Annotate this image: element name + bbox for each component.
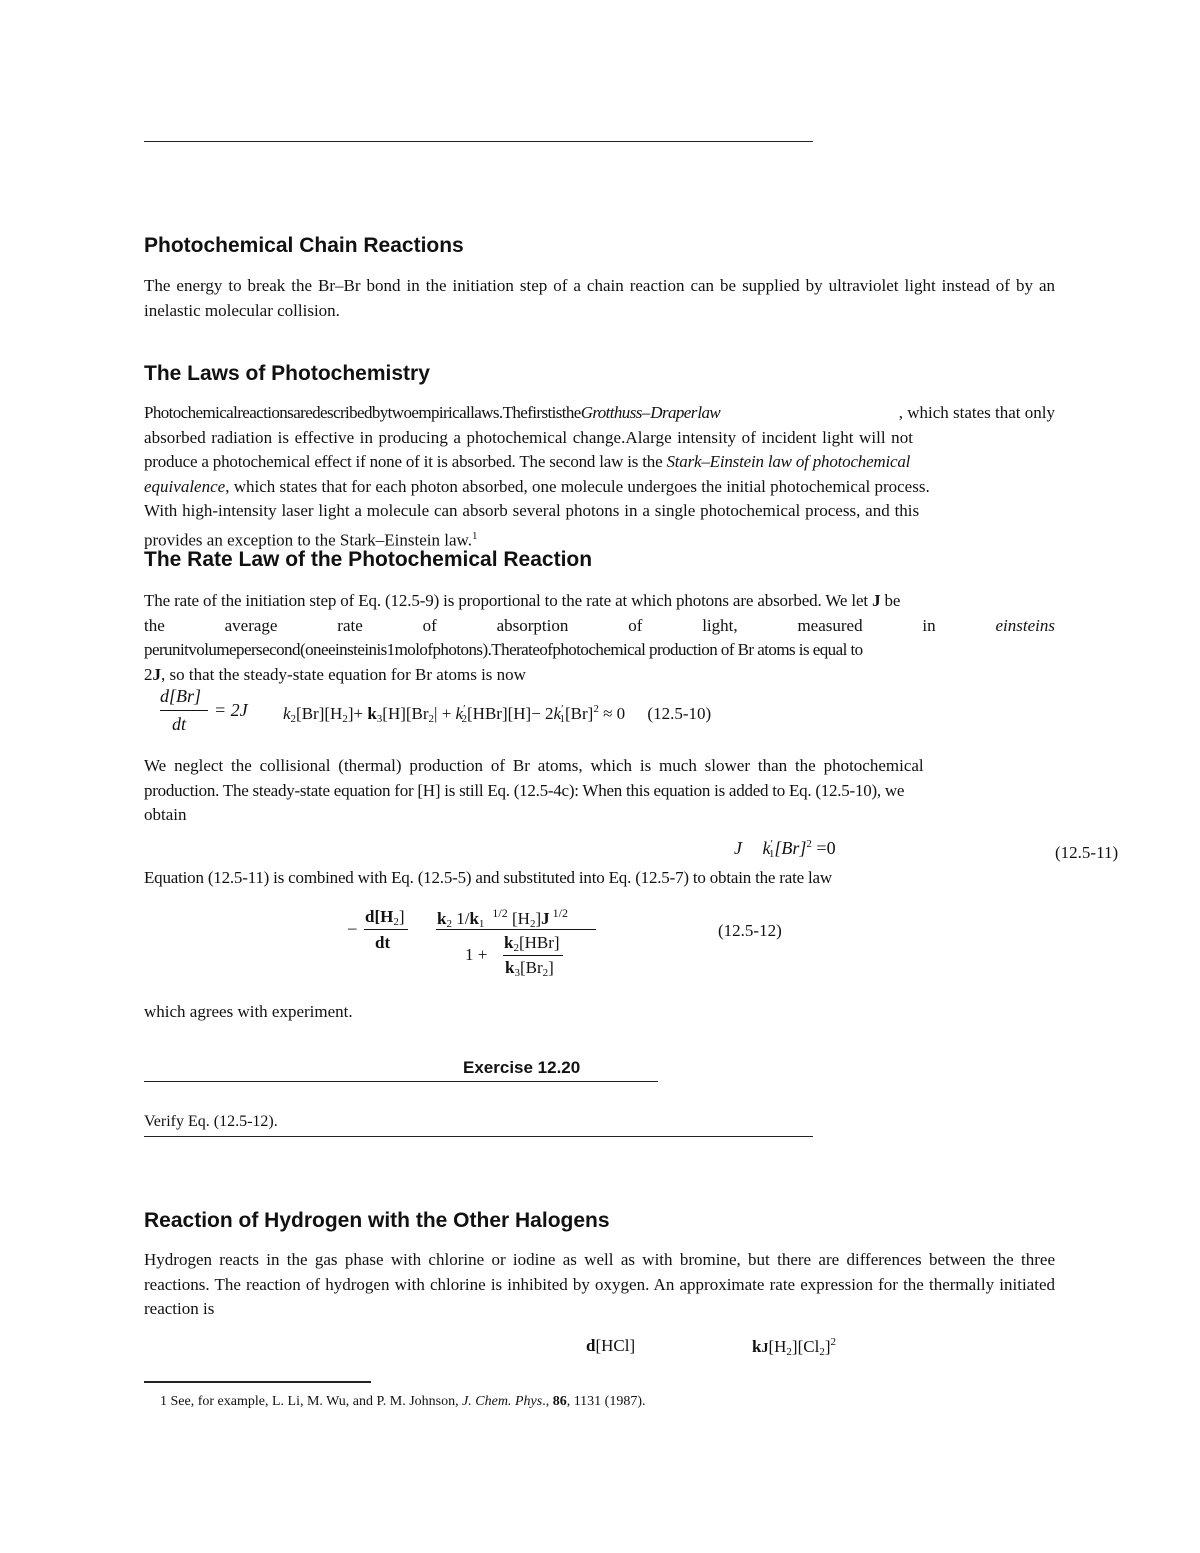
eq10-k2: k [283,704,291,723]
rate-line-2-word: absorption [496,615,569,635]
eq13-b: ][Cl [791,1337,820,1356]
symbol-J: J [872,591,881,610]
rate-line-2-word: average [224,615,278,635]
eq12-inner-numerator [504,933,560,954]
eq13-d: d [586,1336,596,1355]
neglect-line-1: We neglect the collisional (thermal) production of Br atoms, which is much slower than the photochemical [144,756,924,775]
laws-line-2: absorbed radiation is effective in producing a photochemical change.Alarge intensity of incident light will not [144,427,914,447]
eq10-term1-sub: 2 [342,713,348,725]
stark-einstein-law: Stark–Einstein law of photochemical [666,452,911,471]
eq10-term5: ≈ 0 [598,704,626,723]
eq10-term4-sup: 2 [593,703,599,715]
rate-line-2-word: in [922,615,936,635]
eq12-in-den: [Br [519,958,543,977]
eq12-rn-half: 1/2 [492,906,508,920]
eq12-in-k3-sub: 3 [514,967,520,979]
rate-line-1c: be [880,591,901,610]
eq12-inner-denominator [505,958,554,979]
heading-laws: The Laws of Photochemistry [144,362,430,385]
eq11-label: (12.5-11) [1055,843,1119,862]
paragraph-neglect [144,754,1055,828]
footnote-volume: 86 [552,1394,567,1409]
eq13-a-sub: 2 [786,1346,792,1358]
eq12-numerator [365,907,405,928]
eq12-label: (12.5-12) [718,921,782,940]
eq12-rn-b: [H [507,909,530,928]
rate-line-1 [144,589,1055,614]
heading-other-halogens: Reaction of Hydrogen with the Other Halogens [144,1209,610,1232]
eq11-k-sub: 1 [768,848,775,860]
eq12-rn-k1: k [469,909,479,928]
laws-line-6-text: provides an exception to the Stark–Einstein law. [144,530,472,550]
eq12-main-bar [436,929,596,930]
eq10-term4: [Br] [565,704,594,723]
eq12-in-den-end: ] [548,958,554,977]
heading-chain-reactions: Photochemical Chain Reactions [144,234,464,257]
laws-line-5: With high-intensity laser light a molecule can absorb several photons in a single photochemical process, and this [144,501,920,520]
paragraph-combine: Equation (12.5-11) is combined with Eq. (12.5-5) and substituted into Eq. (12.5-7) to obtain the rate law [144,868,832,887]
heading-rate-law: The Rate Law of the Photochemical Reaction [144,548,593,571]
eq12-in-k2-sub: 2 [513,942,519,954]
eq11-J: J [734,838,742,858]
eq10-kp2: k [455,704,464,723]
rate-line-2 [144,614,1055,639]
footnote-text-a: 1 See, for example, L. Li, M. Wu, and P. M. Johnson, [160,1394,463,1409]
eq10-term3: [HBr][H]− 2 [467,704,554,723]
eq12-in-k2: k [504,933,514,952]
eq10-denominator: dt [172,714,187,734]
eq13-hcl: [HCl] [595,1336,636,1355]
eq13-a: [H [768,1337,787,1356]
paragraph-laws [144,401,1055,553]
eq13-k: k [752,1337,762,1356]
eq12-inner-bar [503,955,563,956]
laws-line-4b: , which states that for each photon absorbed, one molecule undergoes the initial photochemical process. [225,476,930,496]
eq10-term2-end: | + [434,704,456,723]
laws-line-3a: produce a photochemical effect if none of it is absorbed. The second law is the [144,452,667,471]
paragraph-agrees: which agrees with experiment. [144,1002,353,1021]
rate-line-2-word: measured [797,615,863,635]
eq12-rn-J: J [541,909,550,928]
rate-line-2-word: of [422,615,437,635]
eq12-in-k3: k [505,958,515,977]
eq13-J: J [761,1341,769,1356]
eq11-br-sup: 2 [806,838,812,850]
eq13-b-sub: 2 [819,1346,825,1358]
eq10-term2: [H][Br [382,704,429,723]
equivalence-term: equivalence [144,476,226,496]
eq10-label: (12.5-10) [647,704,712,723]
laws-line-4 [144,475,1055,500]
eq10-kp1: k [553,704,562,723]
footnote-text-b: ., [542,1394,553,1409]
footnote [160,1394,646,1410]
laws-line-1 [144,401,1055,426]
eq11-br: [Br] [774,838,807,858]
symbol-J-2: J [152,664,161,684]
eq13-rhs [752,1336,836,1358]
eq10-rhs [283,703,711,725]
eq12-left-bar [364,929,408,930]
rate-line-1a: The rate of the initiation step of Eq. (12.5-9) is proportional to the rate at which photons are absorbed. We let [144,591,873,610]
eq12-rn-k1-sub: 1 [478,918,485,930]
rate-line-2-word: of [628,615,643,635]
exercise-top-rule [144,1081,658,1082]
eq10-kp2-sub: 2 [461,713,467,725]
eq12-rn-c: ] [535,909,542,928]
laws-text [144,401,720,426]
eq12-rn-k2: k [437,909,447,928]
eq10-term1-end: ]+ [347,704,368,723]
eq10-kp1-sub: 1 [559,713,565,725]
rate-line-2-word: light, [702,615,738,635]
footnote-rule [144,1381,371,1383]
footnote-text-c: , 1131 (1987). [566,1394,646,1409]
laws-line-3 [144,450,1055,475]
eq11-eq: =0 [811,838,836,858]
eq12-denominator: dt [375,933,391,952]
eq12-right-numerator [437,906,568,930]
eq10-term2-sub: 2 [428,713,435,725]
eq13-sup: 2 [830,1336,836,1348]
eq12-num-sub: 2 [393,916,399,928]
eq10-k3-sub: 3 [376,713,383,725]
rate-line-4 [144,663,1055,688]
eq12-rn-k2-sub: 2 [446,918,452,930]
eq10-numerator: d[Br] [160,686,202,706]
eq12-minus: – [348,918,357,937]
eq10-term1: [Br][H [296,704,343,723]
rate-line-2-word: the [144,615,165,635]
eq11 [734,838,836,860]
eq13-numerator [586,1336,635,1356]
grotthuss-law: Grotthuss– Draper law [580,403,721,422]
eq10-kp2-sup: ′ [463,703,466,715]
eq10-fraction-bar [160,710,208,711]
eq12-rn-b-sub: 2 [529,918,536,930]
eq11-k-sup: ′ [770,838,773,850]
eq12-rn-half2: 1/2 [549,906,568,920]
paragraph-other-halogens: Hydrogen reacts in the gas phase with chlorine or iodine as well as with bromine, but there are differences between the three reactions. The reaction of hydrogen with chlorine is inhibited by oxygen. An approximate rate expression for the thermally initiated reaction is [144,1250,1055,1318]
eq10-k2-sub: 2 [290,713,297,725]
top-rule [144,141,813,142]
paragraph-chain-reactions: The energy to break the Br–Br bond in the initiation step of a chain reaction can be supplied by ultraviolet light instead of by an inelastic molecular collision. [144,276,1055,320]
eq10-equals-2J: = 2J [214,700,248,720]
neglect-line-3: obtain [144,805,187,824]
exercise-text: Verify Eq. (12.5-12). [144,1113,278,1130]
laws-text-a: Photochemicalreactionsaredescribedbytwoempiricallaws.Thefirstisthe [144,403,581,422]
eq12-num-d: d[H [365,907,394,926]
eq11-k: k [762,838,771,858]
eq10-k3: k [367,704,377,723]
eq13-c: ] [824,1337,831,1356]
einsteins-term: einsteins [995,615,1055,635]
footnote-ref: 1 [471,529,478,542]
rate-line-2-word: rate [337,615,363,635]
eq12-in-num: [HBr] [518,933,560,952]
neglect-line-2: production. The steady-state equation for [H] is still Eq. (12.5-4c): When this equation is added to Eq. (12.5-10), we [144,780,905,800]
eq10-kp1-sup: ′ [561,703,564,715]
paragraph-rate-law [144,589,1055,687]
rate-line-4a: 2 [144,664,153,684]
rate-line-3: perunitvolumepersecond(oneeinsteinis1molofphotons).Therateofphotochemical production of Br atoms is equal to [144,640,863,659]
eq12-one-plus: 1 + [465,945,488,964]
eq12-rn-a: 1/ [451,909,470,928]
exercise-bottom-rule [144,1136,813,1137]
eq12-num-end: ] [398,907,405,926]
eq12-in-den-sub: 2 [542,967,549,979]
exercise-title: Exercise 12.20 [463,1058,581,1077]
laws-text-c: , which states that only [898,403,1055,422]
rate-line-4c: , so that the steady-state equation for Br atoms is now [161,664,526,684]
footnote-journal: J. Chem. Phys [462,1394,543,1409]
